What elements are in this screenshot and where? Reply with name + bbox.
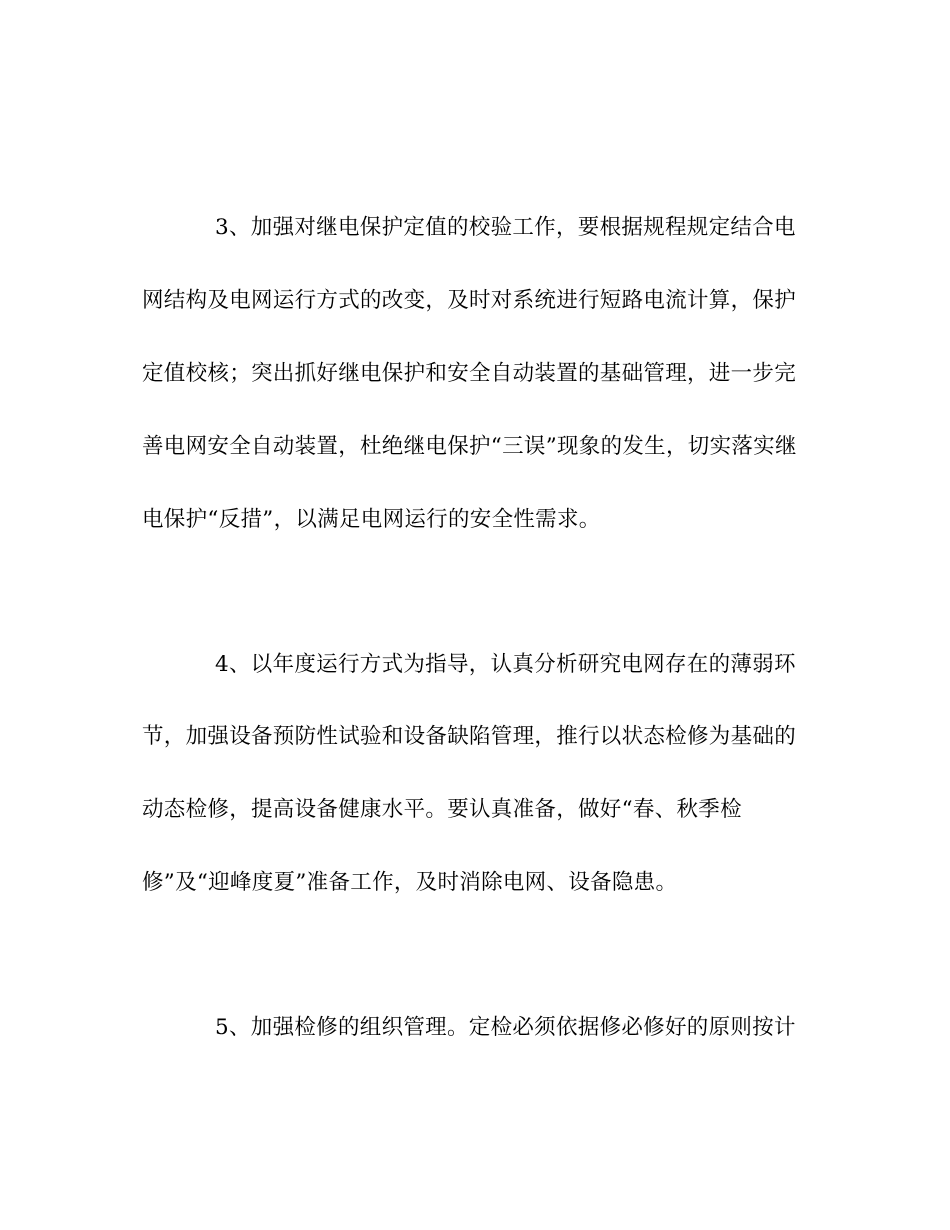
paragraph-line: 3、加强对继电保护定值的校验工作，要根据规程规定结合电 [215,215,796,240]
paragraph-line: 电保护“反措”，以满足电网运行的安全性需求。 [142,507,601,532]
paragraph-line: 修”及“迎峰度夏”准备工作，及时消除电网、设备隐患。 [142,870,678,895]
paragraph-line: 节，加强设备预防性试验和设备缺陷管理，推行以状态检修为基础的 [142,724,797,749]
paragraph-line: 定值校核；突出抓好继电保护和安全自动装置的基础管理，进一步完 [142,361,797,386]
paragraph-line: 网结构及电网运行方式的改变，及时对系统进行短路电流计算，保护 [142,288,797,313]
paragraph-line: 动态检修，提高设备健康水平。要认真准备，做好“春、秋季检 [142,797,742,822]
paragraph-line: 5、加强检修的组织管理。定检必须依据修必修好的原则按计 [215,1015,796,1040]
paragraph-line: 4、以年度运行方式为指导，认真分析研究电网存在的薄弱环 [215,652,796,677]
paragraph-line: 善电网安全自动装置，杜绝继电保护“三误”现象的发生，切实落实继 [142,434,797,459]
